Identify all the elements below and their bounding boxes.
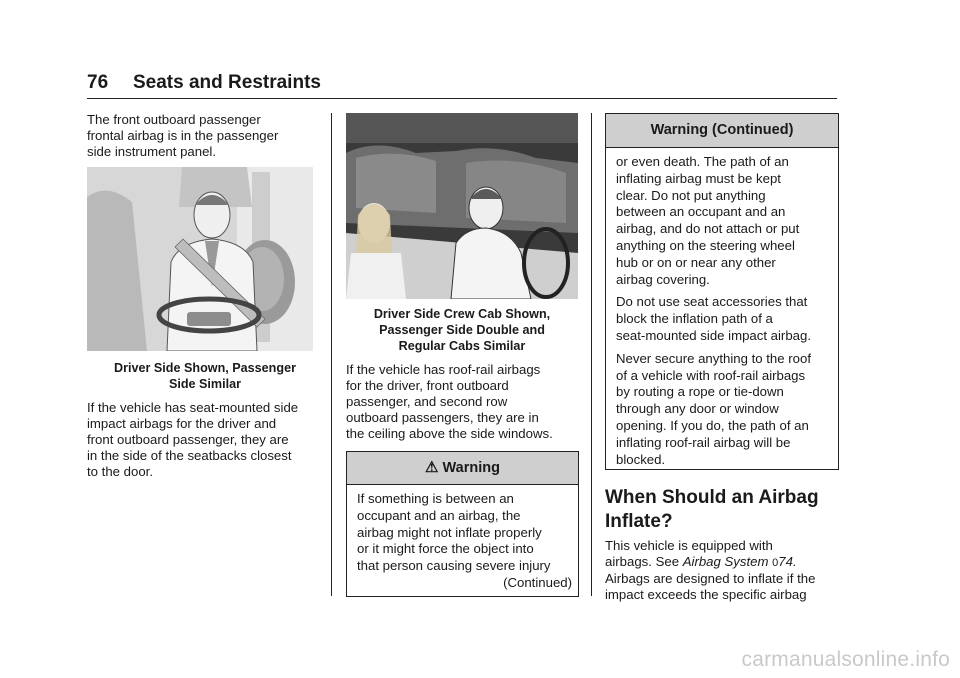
warning-line: inflating airbag must be kept [616, 170, 781, 186]
body-line: This vehicle is equipped with [605, 538, 773, 553]
header-rule [87, 98, 837, 99]
driver-illustration-svg [87, 167, 313, 351]
warning-header [347, 452, 578, 485]
body-line: passenger, and second row [346, 394, 508, 409]
warning-line: opening. If you do, the path of an [616, 417, 809, 433]
body-line: in the side of the seatbacks closest [87, 448, 292, 463]
roof-rail-airbag-illustration [346, 113, 578, 299]
warning-line: or it might force the object into [357, 541, 534, 557]
watermark: carmanualsonline.info [741, 648, 950, 671]
caption-line: Driver Side Shown, Passenger [114, 361, 296, 375]
body-line [605, 554, 845, 571]
page-ref-arrow-icon: 0 [772, 557, 779, 569]
warning-line: block the inflation path of a [616, 311, 773, 327]
section-title: Seats and Restraints [133, 72, 321, 93]
caption-line: Driver Side Crew Cab Shown, [373, 307, 551, 321]
page-header [87, 72, 321, 94]
warning-line: hub or on or near any other [616, 254, 776, 270]
column-1-body [87, 400, 327, 480]
driver-side-airbag-illustration [87, 167, 313, 351]
warning-line: occupant and an airbag, the [357, 507, 521, 523]
heading-line: When Should an Airbag [605, 487, 819, 508]
body-line: the ceiling above the side windows. [346, 426, 553, 441]
body-line: impact airbags for the driver and [87, 416, 277, 431]
column-divider-2 [591, 113, 592, 596]
warning-continued-header: Warning (Continued) [606, 114, 838, 148]
figure-caption-1 [87, 360, 323, 392]
caption-line: Side Similar [168, 377, 242, 391]
warning-line: or even death. The path of an [616, 154, 789, 169]
warning-paragraph-3 [616, 351, 828, 469]
caption-line: Passenger Side Double and [379, 323, 545, 337]
warning-continued-box [605, 113, 839, 470]
warning-paragraph-2 [616, 294, 828, 344]
warning-line: by routing a rope or tie-down [616, 384, 784, 400]
warning-line: Never secure anything to the roof [616, 350, 811, 366]
intro-line: frontal airbag is in the passenger [87, 128, 279, 143]
body-line: front outboard passenger, they are [87, 432, 289, 447]
body-line: If the vehicle has roof-rail airbags [346, 362, 541, 377]
figure-caption-2 [346, 306, 578, 354]
body-see-text: airbags. See [605, 554, 683, 569]
intro-line: The front outboard passenger [87, 112, 261, 127]
body-line: Airbags are designed to inflate if the [605, 571, 816, 586]
warning-line: Do not use seat accessories that [616, 294, 808, 310]
warning-line: that person causing severe injury [357, 558, 551, 574]
section-heading [605, 486, 845, 534]
column-divider-1 [331, 113, 332, 596]
heading-line: Inflate? [605, 511, 673, 532]
column-1 [87, 112, 323, 160]
warning-title: Warning [442, 460, 500, 476]
warning-line: airbag might not inflate properly [357, 524, 542, 540]
warning-line: of a vehicle with roof-rail airbags [616, 367, 806, 383]
warning-paragraph-1 [616, 154, 828, 288]
warning-line: through any door or window [616, 401, 779, 417]
warning-line: blocked. [616, 451, 666, 467]
warning-line: seat-mounted side impact airbag. [616, 327, 811, 343]
warning-line: clear. Do not put anything [616, 187, 766, 203]
body-line: for the driver, front outboard [346, 378, 509, 393]
warning-line: anything on the steering wheel [616, 237, 795, 253]
warning-continued: (Continued) [503, 574, 572, 590]
warning-body [347, 485, 578, 592]
warning-continued-body [606, 148, 838, 468]
warning-box [346, 451, 579, 597]
warning-icon: ⚠ [425, 459, 439, 476]
body-line: impact exceeds the specific airbag [605, 587, 807, 602]
page-ref-number[interactable]: 74. [778, 554, 797, 569]
body-line: If the vehicle has seat-mounted side [87, 400, 299, 415]
airbag-system-link[interactable]: Airbag System [682, 554, 769, 569]
column-2-body [346, 362, 586, 442]
warning-line: inflating roof-rail airbag will be [616, 434, 791, 450]
body-line: to the door. [87, 464, 153, 479]
page-number: 76 [87, 72, 109, 93]
warning-line: between an occupant and an [616, 204, 786, 220]
warning-line: airbag, and do not attach or put [616, 221, 800, 237]
body-line: outboard passengers, they are in [346, 410, 539, 425]
roof-rail-illustration-svg [346, 113, 578, 299]
intro-line: side instrument panel. [87, 144, 217, 159]
warning-line: If something is between an [357, 491, 514, 506]
caption-line: Regular Cabs Similar [398, 339, 526, 353]
warning-line: airbag covering. [616, 271, 710, 287]
column-3-body [605, 538, 845, 603]
